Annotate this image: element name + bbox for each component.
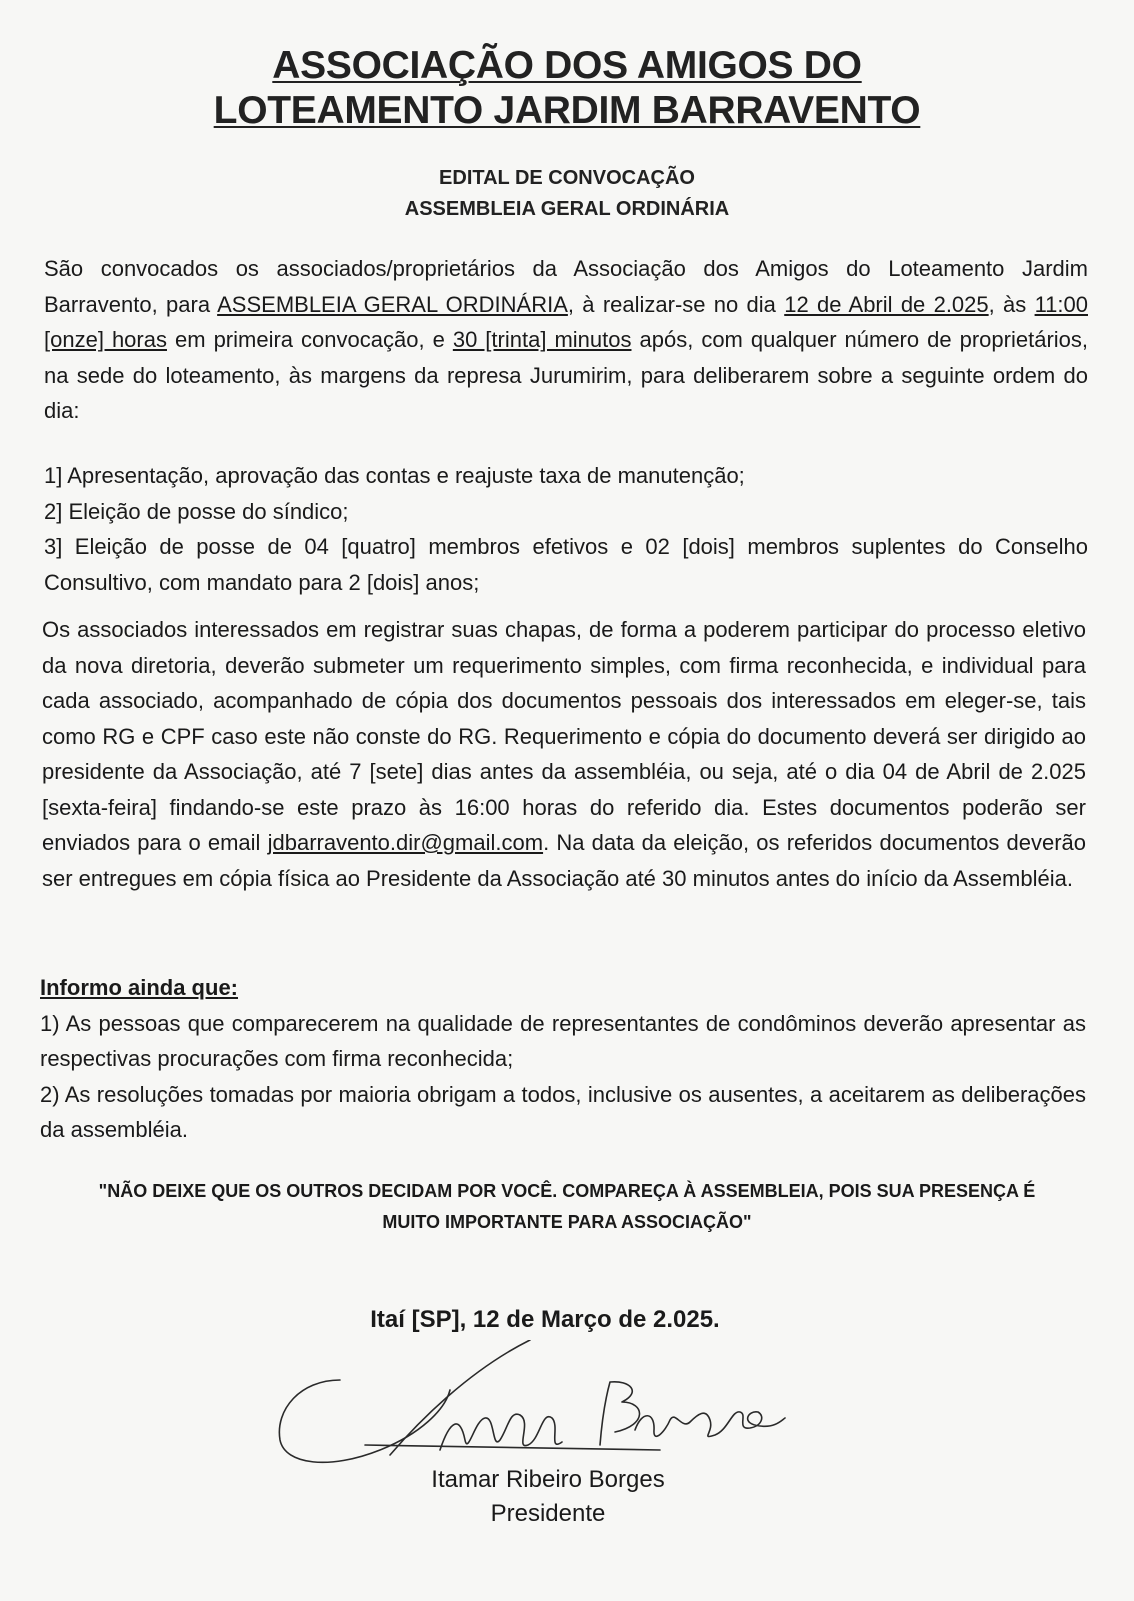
notice-label: Informo ainda que: [40, 975, 238, 1000]
agenda-list [44, 458, 1088, 600]
organization-name-line-1: ASSOCIAÇÃO DOS AMIGOS DO [272, 44, 862, 87]
agenda-item: 2] Eleição de posse do síndico; [44, 498, 349, 524]
contact-email: jdbarravento.dir@gmail.com [267, 830, 544, 855]
notice-item: 1) As pessoas que comparecerem na qualidade de representantes de condôminos deverão apresentar as respectivas procurações com firma reconhecida; [40, 1010, 1086, 1071]
organization-name-line-2: LOTEAMENTO JARDIM BARRAVENTO [213, 89, 921, 132]
signer-role: Presidente [490, 1500, 606, 1527]
agenda-item: 3] Eleição de posse de 04 [quatro] membros efetivos e 02 [dois] membros suplentes do Conselho Consultivo, com mandato para 2 [dois] anos; [44, 534, 1088, 595]
intro-paragraph: São convocados os associados/proprietários da Associação dos Amigos do Loteamento Jardim Barravento, para ASSEMBLEIA GERAL ORDINÁRIA, à realizar-se no dia 12 de Abril de 2.025, às 11:00 [onze] horas em primeira convocação, e 30 [trinta] minutos após, com qualquer número de proprietários, na sede do loteamento, às margens da represa Jurumirim, para deliberarem sobre a seguinte ordem do dia: [44, 256, 1089, 423]
candidates-paragraph: Os associados interessados em registrar suas chapas, de forma a poderem participar do processo eletivo da nova diretoria, deverão submeter um requerimento simples, com firma reconhecida, e individual para cada associado, acompanhado de cópia dos documentos pessoais dos interessados em eleger-se, tais como RG e CPF caso este não conste do RG. Requerimento e cópia do documento deverá ser dirigido ao presidente da Associação, até 7 [sete] dias antes da assembléia, ou seja, até o dia 04 de Abril de 2.025 [sexta-feira] findando-se este prazo às 16:00 horas do referido dia. Estes documentos poderão ser enviados para o email jdbarravento.dir@gmail.com. Na data da eleição, os referidos documentos deverão ser entregues em cópia física ao Presidente da Associação até 30 minutos antes do início da Assembléia. [42, 617, 1086, 891]
meeting-time: 11:00 [onze] horas [44, 291, 1088, 352]
notice-item: 2) As resoluções tomadas por maioria obrigam a todos, inclusive os ausentes, a aceitarem as deliberações da assembléia. [40, 1081, 1086, 1142]
document-subtitle: ASSEMBLEIA GERAL ORDINÁRIA [404, 198, 730, 220]
place-and-date: Itaí [SP], 12 de Março de 2.025. [370, 1306, 720, 1333]
notice-section [40, 970, 1086, 1148]
meeting-date: 12 de Abril de 2.025 [784, 291, 989, 317]
meeting-type: ASSEMBLEIA GERAL ORDINÁRIA [217, 291, 568, 317]
motto-quote: "NÃO DEIXE QUE OS OUTROS DECIDAM POR VOCÊ. COMPAREÇA À ASSEMBLEIA, POIS SUA PRESENÇA É MUITO IMPORTANTE PARA ASSOCIAÇÃO" [98, 1181, 1036, 1232]
document-title: EDITAL DE CONVOCAÇÃO [439, 167, 695, 189]
second-call-delay: 30 [trinta] minutos [452, 327, 632, 352]
agenda-item: 1] Apresentação, aprovação das contas e reajuste taxa de manutenção; [44, 463, 745, 488]
signer-name: Itamar Ribeiro Borges [431, 1466, 665, 1493]
